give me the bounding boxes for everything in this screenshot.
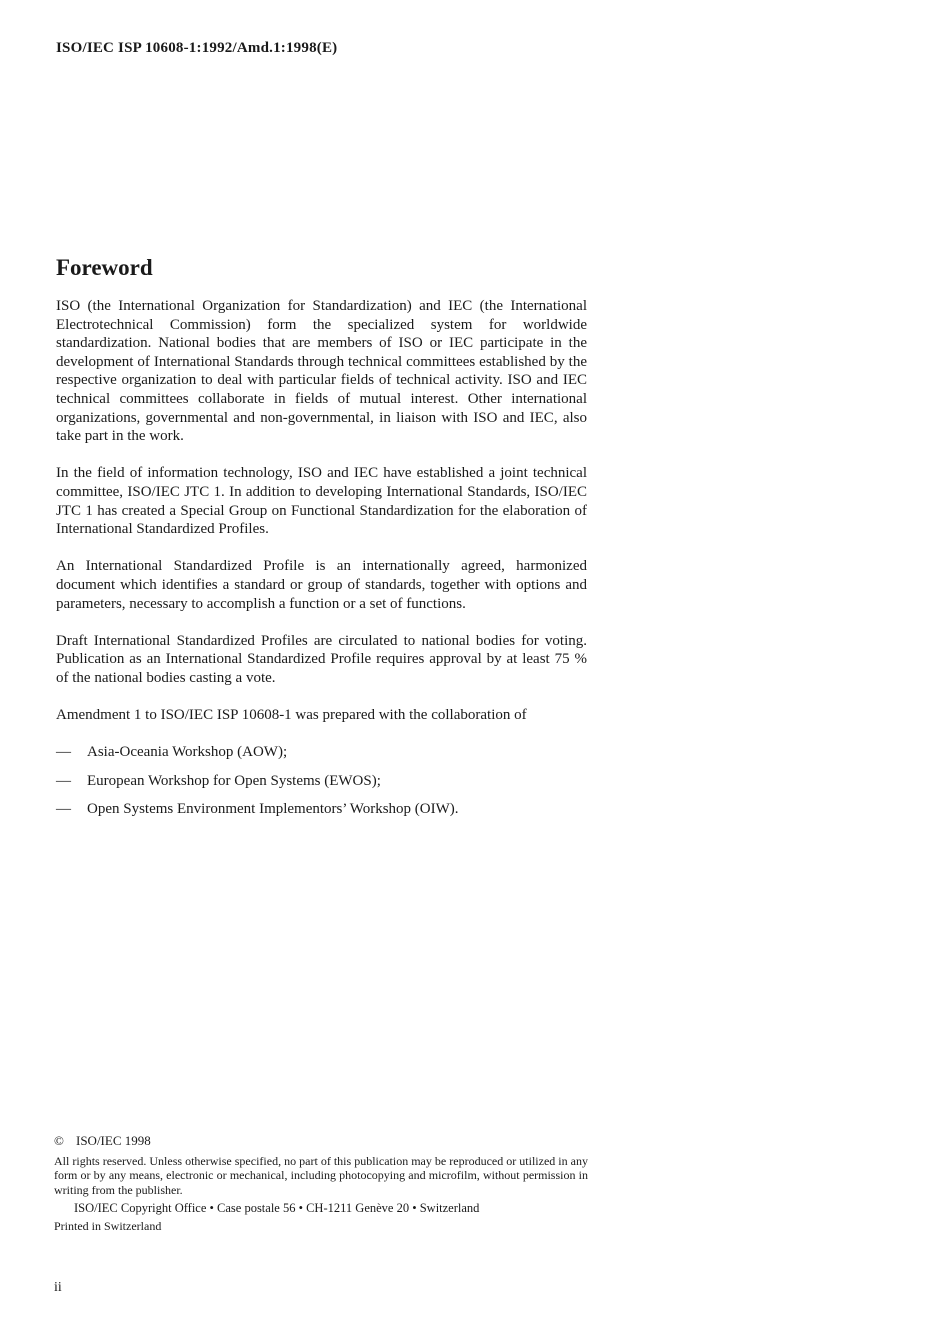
list-item-text: Open Systems Environment Implementors’ Workshop (OIW). (87, 801, 459, 818)
copyright-text: ISO/IEC 1998 (76, 1133, 151, 1148)
list-item (56, 743, 587, 762)
paragraph: Amendment 1 to ISO/IEC ISP 10608-1 was prepared with the collaboration of (56, 707, 527, 724)
printed-location: Printed in Switzerland (54, 1219, 162, 1234)
foreword-body (56, 297, 587, 829)
list-item-text: European Workshop for Open Systems (EWOS); (87, 772, 381, 789)
page-number: ii (54, 1280, 62, 1295)
list-dash: — (56, 744, 71, 761)
copyright-line (54, 1134, 588, 1148)
list-dash: — (56, 801, 71, 818)
workshop-list (56, 743, 587, 819)
list-item (56, 800, 587, 819)
list-item-text: Asia-Oceania Workshop (AOW); (87, 744, 288, 761)
list-item (56, 772, 587, 791)
paragraph: An International Standardized Profile is an internationally agreed, harmonized document which identifies a standard or group of standards, together with options and parameters, necessary to accomplish a function or a set of functions. (56, 558, 587, 612)
rights-statement: All rights reserved. Unless otherwise specified, no part of this publication may be reproduced or utilized in any form or by any means, electronic or mechanical, including photocopying and microfilm, without permission in writing from the publisher. (54, 1154, 588, 1197)
paragraph: Draft International Standardized Profiles are circulated to national bodies for voting. Publication as an International Standardized Profile requires approval by at least 75 % of the national bodies casting a vote. (56, 632, 587, 686)
document-identifier: ISO/IEC ISP 10608-1:1992/Amd.1:1998(E) (56, 40, 338, 56)
copyright-icon: © (54, 1133, 64, 1148)
list-dash: — (56, 772, 71, 789)
copyright-office-address: ISO/IEC Copyright Office • Case postale 56 • CH-1211 Genève 20 • Switzerland (74, 1200, 480, 1215)
paragraph: ISO (the International Organization for Standardization) and IEC (the International Electrotechnical Commission) form the specialized system for worldwide standardization. National bodies that are members of ISO or IEC participate in the development of International Standards through technical committees established by the respective organization to deal with particular fields of technical activity. ISO and IEC technical committees collaborate in fields of mutual interest. Other international organizations, governmental and non-governmental, in liaison with ISO and IEC, also take part in the work. (56, 298, 587, 445)
section-title: Foreword (56, 255, 153, 280)
paragraph: In the field of information technology, ISO and IEC have established a joint technical committee, ISO/IEC JTC 1. In addition to developing International Standards, ISO/IEC JTC 1 has created a Special Group on Functional Standardization for the elaboration of International Standardized Profiles. (56, 465, 587, 538)
copyright-notice (54, 1134, 588, 1233)
